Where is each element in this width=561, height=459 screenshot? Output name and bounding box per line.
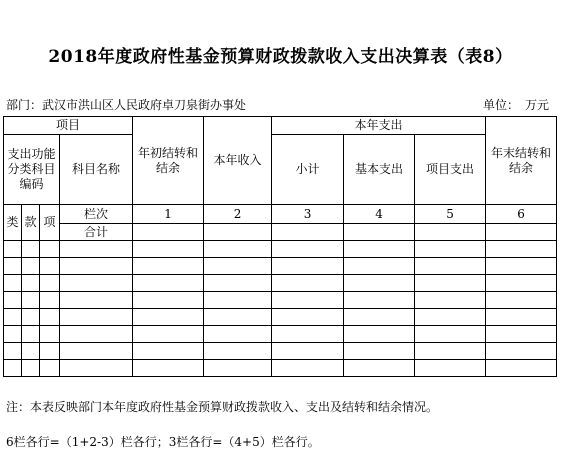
column-number: 1 — [133, 205, 204, 224]
table-cell — [40, 258, 60, 275]
table-cell — [22, 292, 40, 309]
header-function-code: 支出功能分类科目编码 — [4, 135, 60, 205]
footnote-description: 注：本表反映部门本年度政府性基金预算财政拨款收入、支出及结转和结余情况。 — [6, 400, 439, 414]
table-cell — [60, 258, 133, 275]
footnote-formula: 6栏各行=（1+2-3）栏各行；3栏各行=（4+5）栏各行。 — [6, 435, 320, 449]
table-cell — [204, 258, 272, 275]
table-row — [4, 343, 557, 360]
column-index-label: 栏次 — [60, 205, 133, 224]
table-cell — [344, 309, 415, 326]
header-project-expense: 项目支出 — [415, 135, 486, 205]
table-cell — [415, 360, 486, 377]
table-cell — [4, 241, 22, 258]
table-row — [4, 258, 557, 275]
table-cell — [22, 360, 40, 377]
table-cell — [204, 326, 272, 343]
table-cell — [204, 292, 272, 309]
table-row — [4, 309, 557, 326]
table-cell — [486, 258, 557, 275]
table-cell — [60, 326, 133, 343]
table-cell — [22, 241, 40, 258]
table-cell — [344, 241, 415, 258]
table-cell — [344, 292, 415, 309]
table-cell — [22, 343, 40, 360]
column-number: 2 — [204, 205, 272, 224]
table-row — [4, 360, 557, 377]
column-number: 6 — [486, 205, 557, 224]
table-cell — [133, 326, 204, 343]
table-cell — [4, 292, 22, 309]
table-cell — [272, 343, 344, 360]
header-lei: 类 — [4, 205, 22, 241]
column-number: 3 — [272, 205, 344, 224]
department-label: 部门：武汉市洪山区人民政府卓刀泉街办事处 — [6, 98, 247, 112]
table-cell — [4, 360, 22, 377]
total-label: 合计 — [60, 224, 133, 241]
header-xiang: 项 — [40, 205, 60, 241]
table-cell — [133, 258, 204, 275]
table-cell — [40, 343, 60, 360]
table-cell — [4, 343, 22, 360]
table-cell — [60, 241, 133, 258]
table-cell — [60, 275, 133, 292]
header-subtotal: 小计 — [272, 135, 344, 205]
table-cell — [486, 241, 557, 258]
table-row — [4, 241, 557, 258]
table-cell — [415, 275, 486, 292]
table-cell — [272, 224, 344, 241]
table-cell — [133, 343, 204, 360]
page-title: 2018年度政府性基金预算财政拨款收入支出决算表（表8） — [48, 47, 513, 67]
table-cell — [272, 360, 344, 377]
header-current-year-expense: 本年支出 — [272, 117, 486, 135]
table-cell — [486, 309, 557, 326]
table-cell — [415, 241, 486, 258]
column-number: 4 — [344, 205, 415, 224]
header-current-income: 本年收入 — [204, 117, 272, 205]
unit-label-text: 单位： — [482, 98, 519, 112]
table-cell — [22, 326, 40, 343]
table-row-total — [4, 224, 557, 241]
table-cell — [486, 224, 557, 241]
table-cell — [486, 360, 557, 377]
table-cell — [133, 241, 204, 258]
table-cell — [415, 292, 486, 309]
table-cell — [415, 309, 486, 326]
table-cell — [40, 292, 60, 309]
table-cell — [133, 275, 204, 292]
budget-table — [3, 116, 557, 377]
table-cell — [40, 275, 60, 292]
table-cell — [344, 258, 415, 275]
table-cell — [40, 326, 60, 343]
table-cell — [415, 326, 486, 343]
table-cell — [344, 360, 415, 377]
table-cell — [204, 360, 272, 377]
table-cell — [133, 360, 204, 377]
header-item: 项目 — [4, 117, 133, 135]
table-cell — [60, 343, 133, 360]
table-cell — [486, 326, 557, 343]
header-subject-name: 科目名称 — [60, 135, 133, 205]
unit-label — [483, 96, 549, 113]
table-cell — [4, 326, 22, 343]
table-cell — [415, 343, 486, 360]
table-cell — [415, 224, 486, 241]
table-cell — [40, 309, 60, 326]
table-cell — [60, 292, 133, 309]
column-number: 5 — [415, 205, 486, 224]
table-cell — [133, 292, 204, 309]
table-cell — [4, 309, 22, 326]
table-cell — [486, 343, 557, 360]
table-cell — [204, 224, 272, 241]
header-opening-balance: 年初结转和结余 — [133, 117, 204, 205]
table-row — [4, 275, 557, 292]
table-cell — [22, 309, 40, 326]
table-cell — [272, 309, 344, 326]
table-cell — [40, 360, 60, 377]
table-cell — [272, 258, 344, 275]
table-cell — [133, 309, 204, 326]
table-cell — [486, 292, 557, 309]
table-cell — [204, 241, 272, 258]
table-cell — [344, 224, 415, 241]
table-cell — [60, 360, 133, 377]
table-cell — [22, 258, 40, 275]
table-cell — [272, 292, 344, 309]
unit-value: 万元 — [524, 98, 549, 112]
table-cell — [204, 343, 272, 360]
table-cell — [204, 309, 272, 326]
table-cell — [272, 241, 344, 258]
table-cell — [486, 275, 557, 292]
table-cell — [272, 326, 344, 343]
table-cell — [344, 343, 415, 360]
header-closing-balance: 年末结转和结余 — [486, 117, 557, 205]
table-cell — [4, 258, 22, 275]
table-cell — [60, 309, 133, 326]
table-cell — [22, 275, 40, 292]
table-cell — [133, 224, 204, 241]
header-basic-expense: 基本支出 — [344, 135, 415, 205]
table-row — [4, 326, 557, 343]
table-cell — [272, 275, 344, 292]
table-cell — [204, 275, 272, 292]
table-cell — [4, 275, 22, 292]
table-cell — [344, 275, 415, 292]
table-row — [4, 292, 557, 309]
table-cell — [40, 241, 60, 258]
header-kuan: 款 — [22, 205, 40, 241]
table-cell — [344, 326, 415, 343]
table-cell — [415, 258, 486, 275]
